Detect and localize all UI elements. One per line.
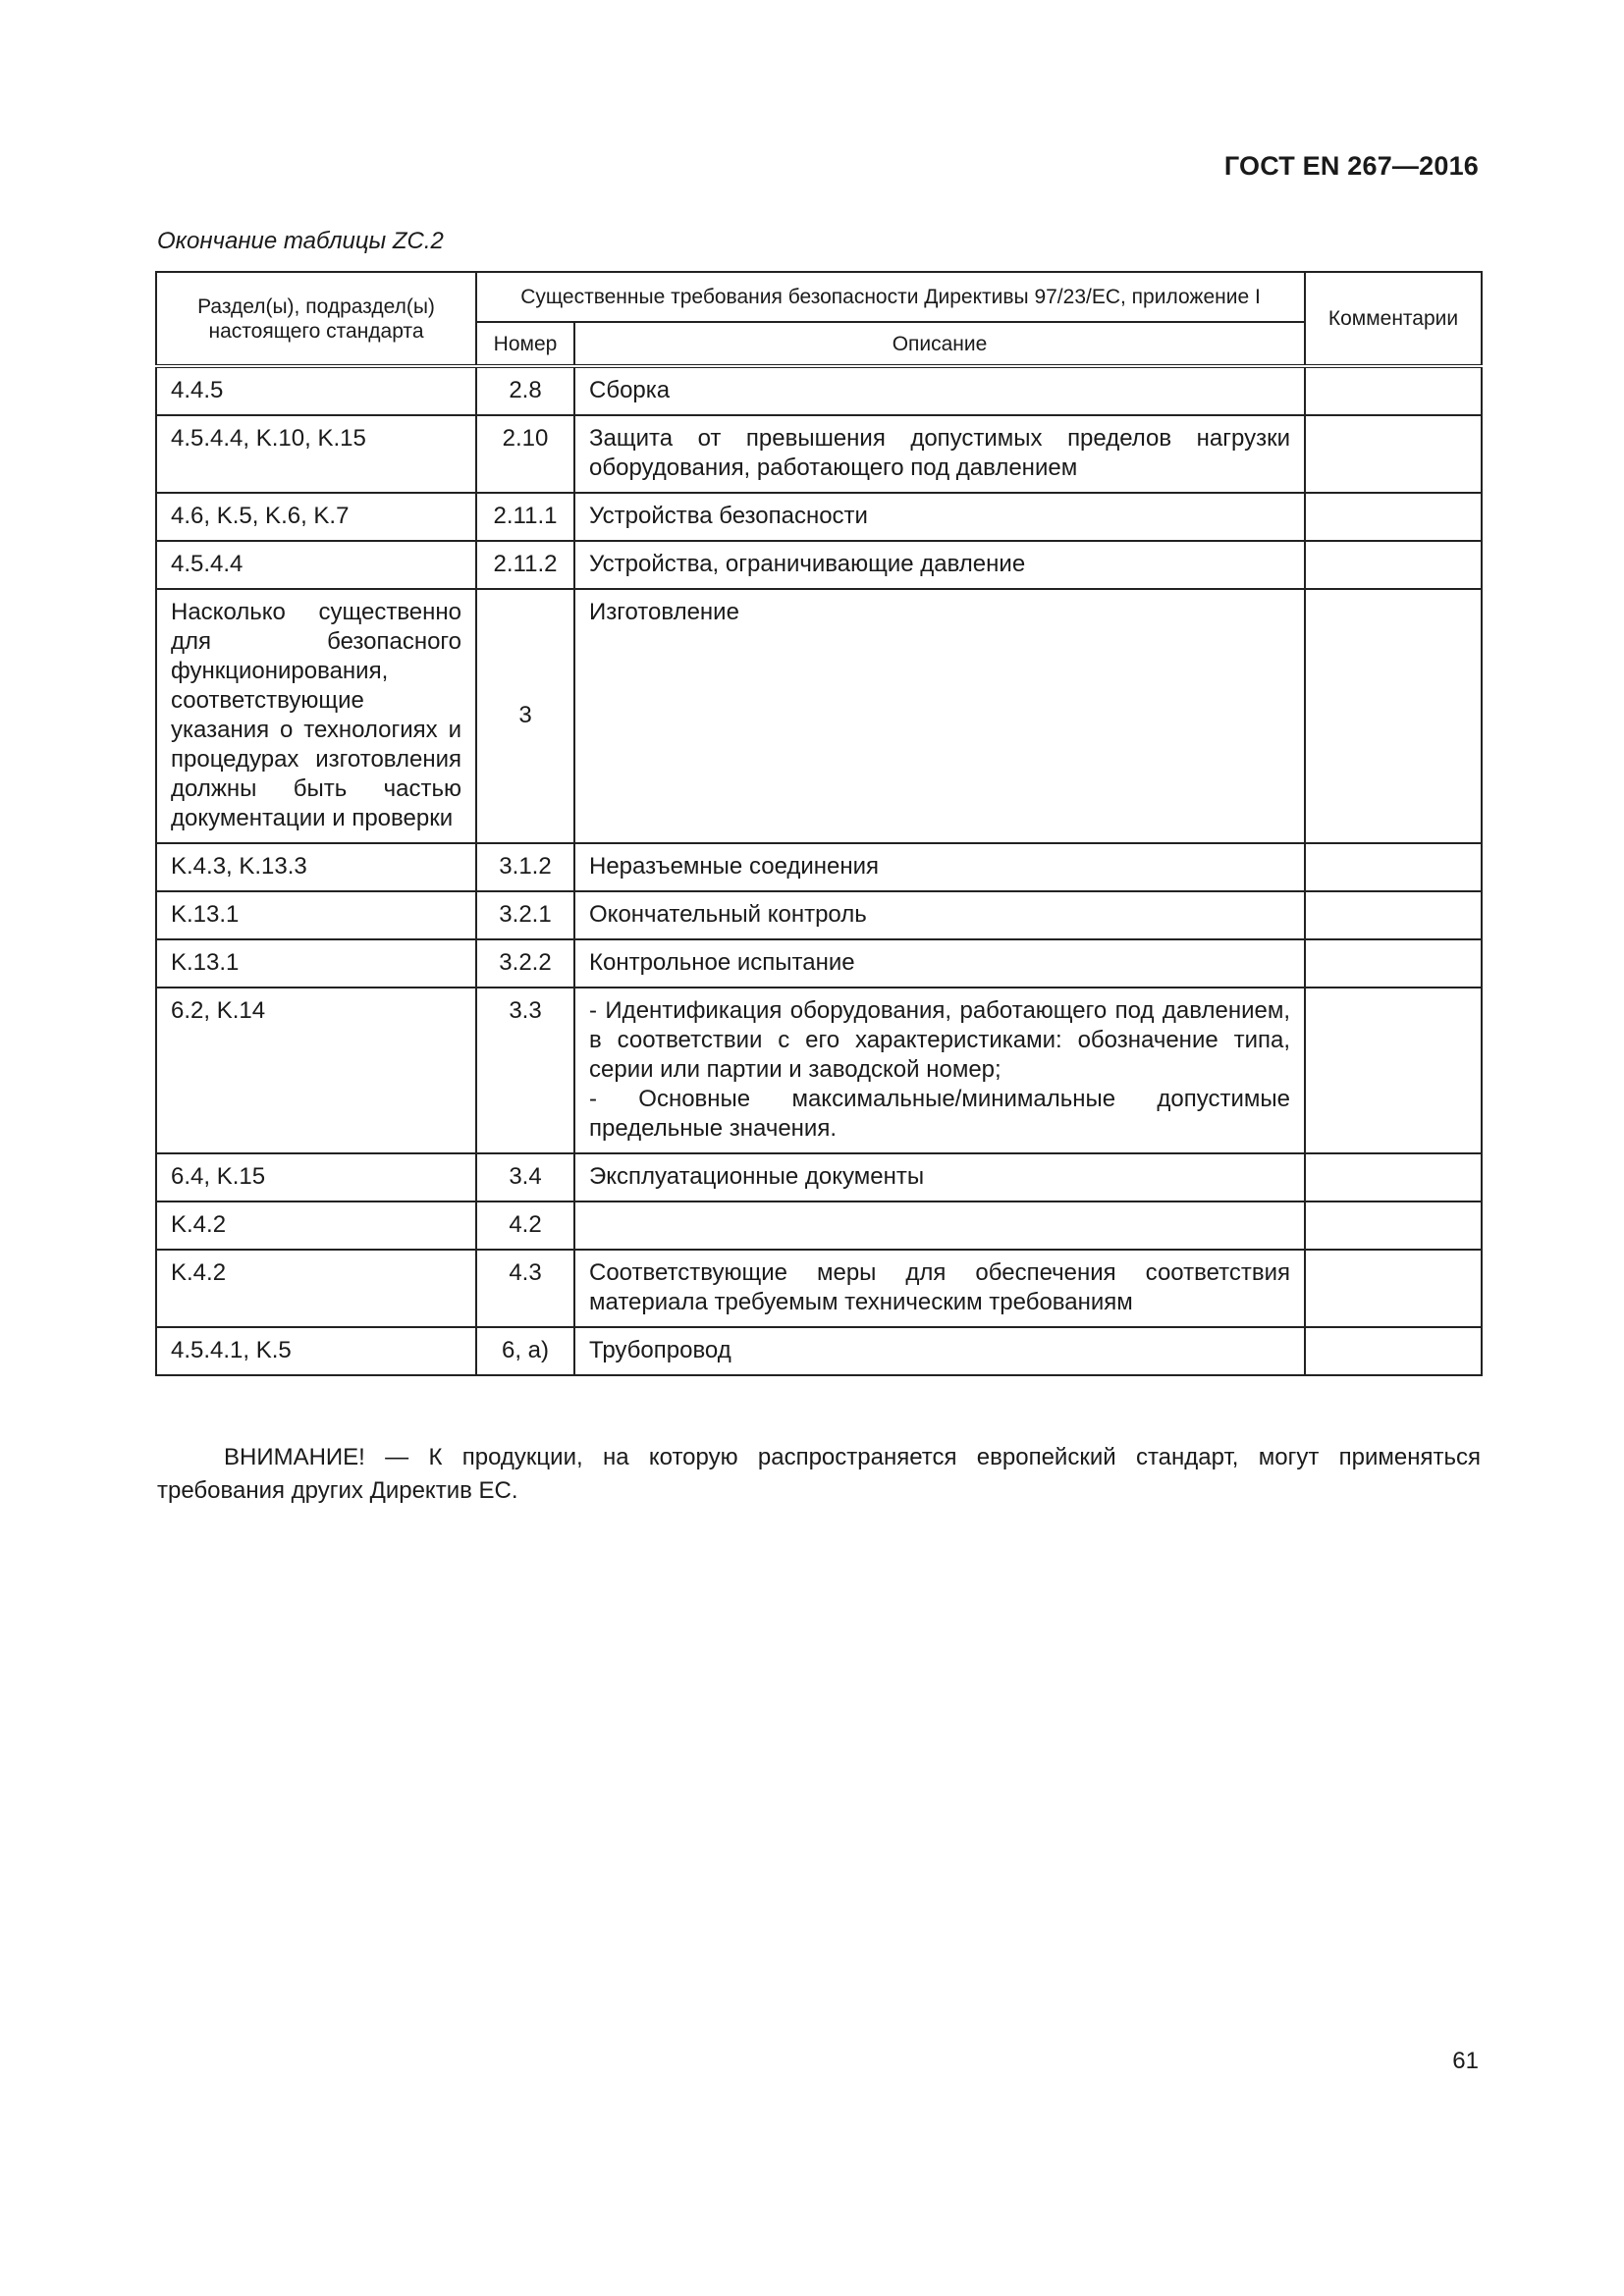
table-row (156, 589, 1482, 843)
cell-description (574, 988, 1305, 1153)
cell-section: 4.6, K.5, K.6, K.7 (156, 493, 476, 541)
warning-note: ВНИМАНИЕ! — К продукции, на которую распространяется европейский стандарт, могут применяться требования других Директив ЕС. (157, 1444, 1481, 1504)
table-row (156, 1153, 1482, 1201)
cell-number: 6, a) (476, 1327, 574, 1375)
cell-comment (1305, 843, 1482, 891)
cell-comment (1305, 1201, 1482, 1250)
cell-number: 3.3 (476, 988, 574, 1153)
table-row (156, 1327, 1482, 1375)
cell-description: Контрольное испытание (574, 939, 1305, 988)
cell-section: 4.5.4.4, K.10, K.15 (156, 415, 476, 493)
cell-description: Устройства, ограничивающие давление (574, 541, 1305, 589)
table-header-row (156, 272, 1482, 322)
cell-number: 4.2 (476, 1201, 574, 1250)
header-number: Номер (476, 322, 574, 366)
cell-comment (1305, 988, 1482, 1153)
cell-description: Сборка (574, 366, 1305, 415)
cell-number: 2.11.2 (476, 541, 574, 589)
cell-number: 3.1.2 (476, 843, 574, 891)
table-row (156, 541, 1482, 589)
cell-section: Насколько существенно для безопасного функционирования, соответствующие указания о технологиях и процедурах изготовления должны быть частью документации и проверки (156, 589, 476, 843)
document-code: ГОСТ EN 267—2016 (1223, 151, 1479, 181)
header-directive-group: Существенные требования безопасности Директивы 97/23/ЕС, приложение I (476, 272, 1305, 322)
cell-number: 3.4 (476, 1153, 574, 1201)
cell-comment (1305, 366, 1482, 415)
cell-description: Защита от превышения допустимых пределов нагрузки оборудования, работающего под давлением (574, 415, 1305, 493)
description-line-identification: - Идентификация оборудования, работающего под давлением, в соответствии с его характеристиками: обозначение типа, серии или партии и заводской номер; (589, 997, 1290, 1083)
cell-description: Окончательный контроль (574, 891, 1305, 939)
cell-comment (1305, 891, 1482, 939)
table-caption: Окончание таблицы ZC.2 (157, 228, 444, 254)
cell-section: K.13.1 (156, 891, 476, 939)
cell-section: 4.5.4.1, K.5 (156, 1327, 476, 1375)
cell-number: 3 (476, 589, 574, 843)
cell-section: K.4.2 (156, 1250, 476, 1327)
table-row (156, 939, 1482, 988)
cell-section: K.4.2 (156, 1201, 476, 1250)
cell-comment (1305, 1153, 1482, 1201)
cell-comment (1305, 415, 1482, 493)
table-head (156, 272, 1482, 366)
header-description: Описание (574, 322, 1305, 366)
table-row (156, 493, 1482, 541)
table-body (156, 366, 1482, 1375)
cell-comment (1305, 1327, 1482, 1375)
table-row (156, 415, 1482, 493)
cell-comment (1305, 493, 1482, 541)
cell-comment (1305, 589, 1482, 843)
table-row (156, 1250, 1482, 1327)
cell-description: Эксплуатационные документы (574, 1153, 1305, 1201)
table-row (156, 988, 1482, 1153)
cell-comment (1305, 541, 1482, 589)
cell-comment (1305, 939, 1482, 988)
cell-comment (1305, 1250, 1482, 1327)
cell-section: 6.4, K.15 (156, 1153, 476, 1201)
cell-section: 4.4.5 (156, 366, 476, 415)
cell-number: 3.2.2 (476, 939, 574, 988)
table-row (156, 366, 1482, 415)
cell-number: 2.10 (476, 415, 574, 493)
cell-section: 6.2, K.14 (156, 988, 476, 1153)
requirements-table (155, 271, 1483, 1376)
cell-description: Соответствующие меры для обеспечения соответствия материала требуемым техническим требованиям (574, 1250, 1305, 1327)
cell-number: 4.3 (476, 1250, 574, 1327)
cell-description: Изготовление (574, 589, 1305, 843)
description-line-limits: - Основные максимальные/минимальные допустимые предельные значения. (589, 1086, 1290, 1142)
table-row (156, 843, 1482, 891)
cell-section: 4.5.4.4 (156, 541, 476, 589)
cell-number: 2.8 (476, 366, 574, 415)
table-row (156, 891, 1482, 939)
cell-description: Неразъемные соединения (574, 843, 1305, 891)
cell-section: K.13.1 (156, 939, 476, 988)
cell-description: Устройства безопасности (574, 493, 1305, 541)
header-section: Раздел(ы), подраздел(ы) настоящего стандарта (156, 272, 476, 366)
cell-number: 3.2.1 (476, 891, 574, 939)
cell-number: 2.11.1 (476, 493, 574, 541)
cell-section: K.4.3, K.13.3 (156, 843, 476, 891)
page-number: 61 (1452, 2048, 1479, 2074)
cell-description (574, 1201, 1305, 1250)
table-row (156, 1201, 1482, 1250)
cell-description: Трубопровод (574, 1327, 1305, 1375)
header-comments: Комментарии (1305, 272, 1482, 366)
